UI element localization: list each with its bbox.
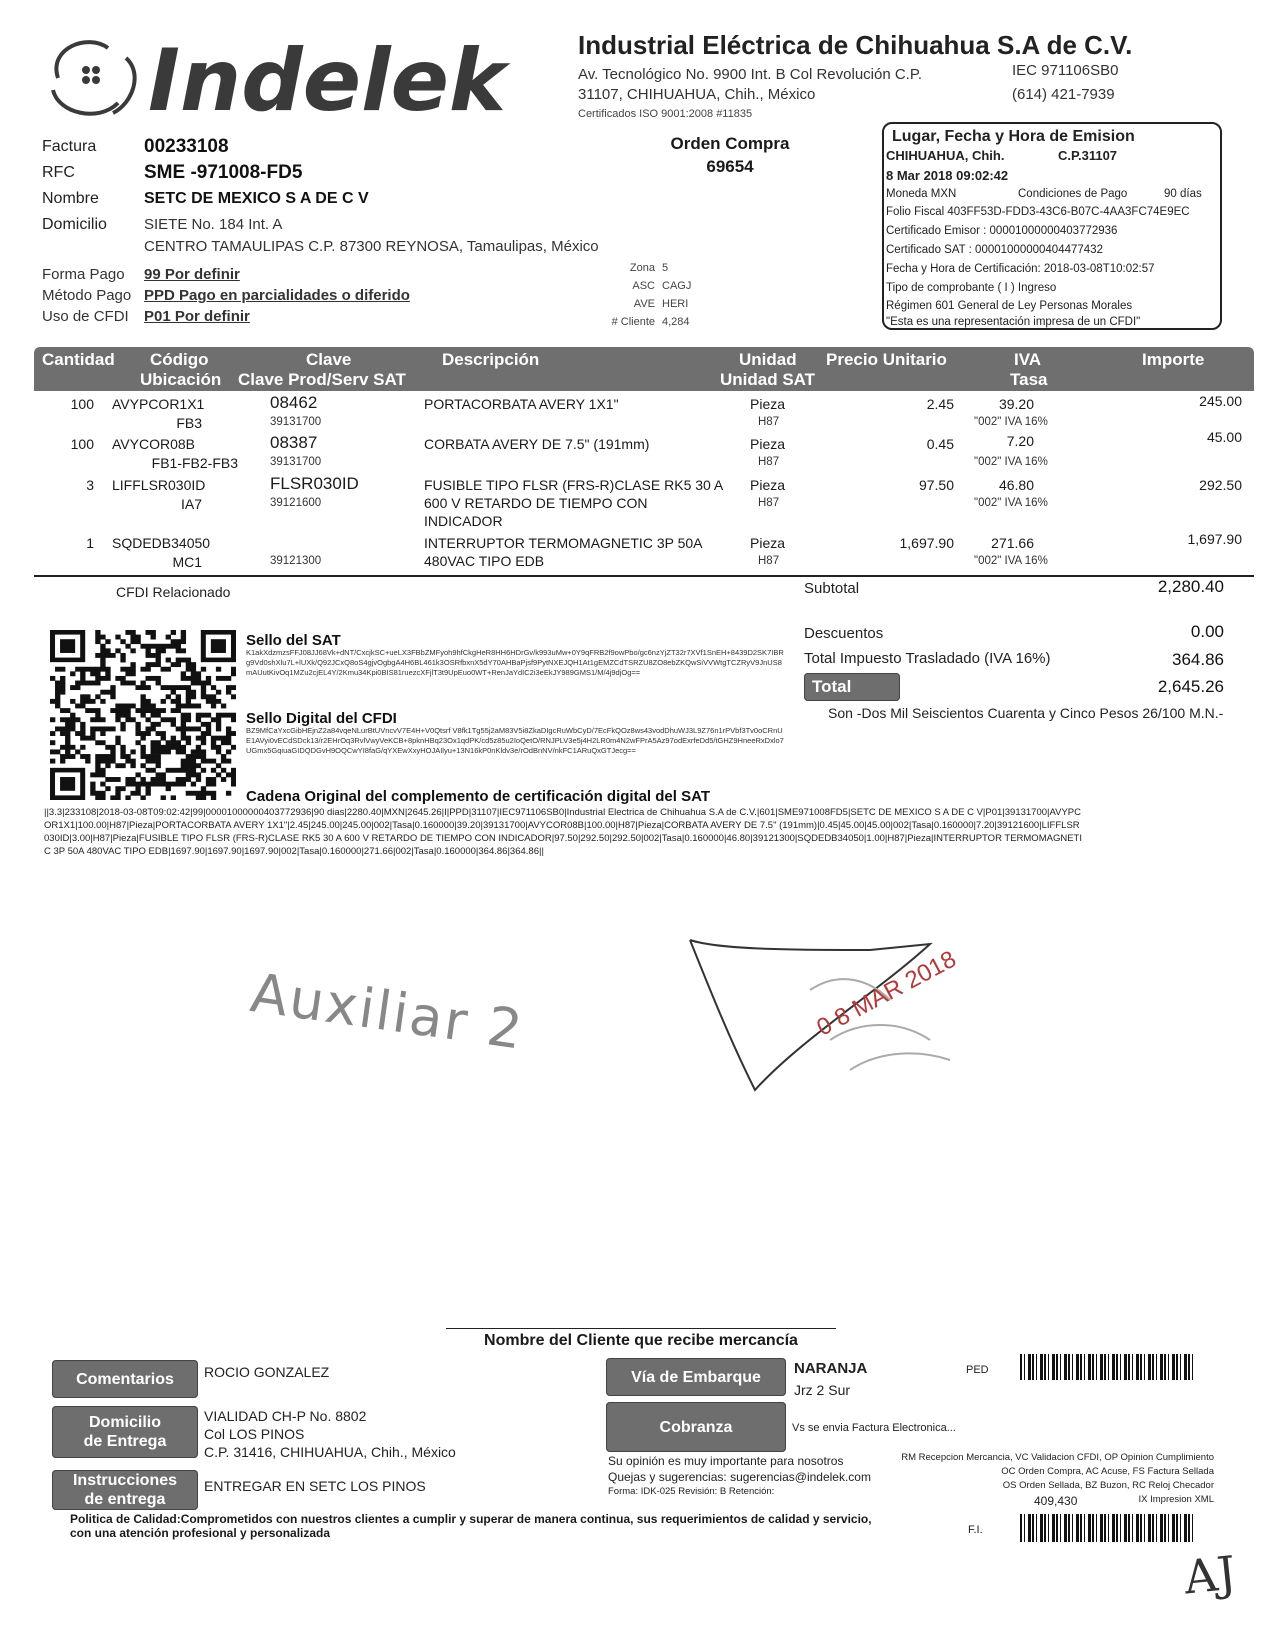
table-row <box>34 393 1254 436</box>
row-clave-sat: 39121300 <box>270 555 322 567</box>
table-row <box>34 474 1254 533</box>
row-clave-sat: 39121600 <box>270 497 322 509</box>
logo-text: Indelek <box>148 31 507 128</box>
orden-compra-number: 69654 <box>706 157 754 176</box>
row-cantidad: 100 <box>70 396 94 412</box>
th-importe: Importe <box>1142 350 1205 369</box>
th-tasa: Tasa <box>1010 370 1048 389</box>
row-tasa: "002" IVA 16% <box>974 555 1048 567</box>
row-precio: 0.45 <box>926 436 954 452</box>
comentarios-value: ROCIO GONZALEZ <box>204 1364 330 1380</box>
total-en-letra: Son -Dos Mil Seiscientos Cuarenta y Cinco Pesos 26/100 M.N.- <box>828 705 1224 721</box>
via-embarque-value: NARANJA <box>794 1360 868 1377</box>
th-unidad: Unidad <box>739 350 797 369</box>
asc-label: ASC <box>632 280 655 292</box>
row-clave: 08387 <box>270 433 318 452</box>
row-iva: 39.20 <box>998 396 1034 412</box>
representacion-impresa: "Esta es una representación impresa de un CFDI" <box>886 316 1141 328</box>
row-descripcion-3: INDICADOR <box>424 513 503 529</box>
row-ubicacion: FB1-FB2-FB3 <box>151 455 238 471</box>
row-unidad-sat: H87 <box>758 497 780 509</box>
rfc-label: RFC <box>42 164 75 181</box>
row-precio: 2.45 <box>926 396 954 412</box>
barcode-bottom <box>1020 1514 1196 1542</box>
forma-revision: Forma: IDK-025 Revisión: B Retención: <box>608 1486 775 1497</box>
row-ubicacion: IA7 <box>180 496 202 512</box>
th-codigo: Código <box>150 350 209 369</box>
cobranza-value: Vs se envia Factura Electronica... <box>792 1422 956 1434</box>
fi-label: F.I. <box>968 1524 983 1536</box>
cliente-value: 4,284 <box>662 316 690 328</box>
domicilio-label: Domicilio <box>42 216 107 233</box>
factura-label: Factura <box>42 138 97 155</box>
row-descripcion: PORTACORBATA AVERY 1X1" <box>424 396 619 412</box>
row-codigo: AVYCOR08B <box>112 436 195 452</box>
row-precio: 1,697.90 <box>899 535 954 551</box>
company-name: Industrial Eléctrica de Chihuahua S.A de C.V. <box>578 30 1133 60</box>
emision-datetime: 8 Mar 2018 09:02:42 <box>886 168 1009 183</box>
th-precio: Precio Unitario <box>826 350 947 369</box>
received-stamp-date: 0 8 MAR 2018 <box>812 945 961 1042</box>
company-phone: (614) 421-7939 <box>1012 86 1115 103</box>
company-address-2: 31107, CHIHUAHUA, Chih., México <box>578 86 816 103</box>
factura-number: 00233108 <box>144 136 229 157</box>
emision-moneda: Moneda MXN <box>886 188 957 200</box>
row-ubicacion: MC1 <box>172 554 202 570</box>
descuentos-value: 0.00 <box>1190 622 1224 641</box>
ped-label: PED <box>966 1364 989 1376</box>
th-clave: Clave <box>306 350 352 369</box>
zona-value: 5 <box>662 262 669 274</box>
asc-value: CAGJ <box>662 280 692 292</box>
th-iva: IVA <box>1014 350 1042 369</box>
row-tasa: "002" IVA 16% <box>974 497 1048 509</box>
cliente-signature-line <box>446 1328 836 1329</box>
th-ubicacion: Ubicación <box>140 370 222 389</box>
descuentos-label: Descuentos <box>804 625 884 642</box>
row-codigo: AVYPCOR1X1 <box>112 396 205 412</box>
sello-sat-title: Sello del SAT <box>246 632 341 649</box>
row-precio: 97.50 <box>918 477 954 493</box>
via-embarque-sub: Jrz 2 Sur <box>794 1382 851 1398</box>
legend-2: OC Orden Compra, AC Acuse, FS Factura Sellada <box>1001 1466 1214 1477</box>
th-descripcion: Descripción <box>442 350 540 369</box>
row-ubicacion: FB3 <box>176 415 202 431</box>
iso-certification: Certificados ISO 9001:2008 #11835 <box>578 108 753 120</box>
row-unidad-sat: H87 <box>758 416 780 428</box>
via-embarque-label: Vía de Embarque <box>606 1358 786 1396</box>
subtotal-label: Subtotal <box>804 580 860 597</box>
uso-cfdi-value: P01 Por definir <box>144 308 250 325</box>
cobranza-label: Cobranza <box>606 1402 786 1452</box>
metodo-pago-label: Método Pago <box>42 287 132 304</box>
company-rfc: IEC 971106SB0 <box>1012 62 1119 79</box>
impuesto-value: 364.86 <box>1172 650 1224 669</box>
items-table-body <box>34 392 1254 572</box>
ave-value: HERI <box>662 298 689 310</box>
emision-dias: 90 días <box>1164 188 1202 200</box>
row-importe: 245.00 <box>1199 393 1242 409</box>
row-unidad: Pieza <box>750 396 786 412</box>
impresion-number: 409,430 <box>1034 1494 1078 1508</box>
table-row <box>34 531 1254 573</box>
forma-pago-value: 99 Por definir <box>144 266 240 283</box>
row-unidad: Pieza <box>750 477 786 493</box>
th-unidad-sat: Unidad SAT <box>720 370 816 389</box>
nombre-label: Nombre <box>42 190 99 207</box>
politica-calidad-2: con una atención profesional y personalizada <box>70 1526 331 1540</box>
row-descripcion-2: 600 V RETARDO DE TIEMPO CON <box>424 495 648 511</box>
opinion-line-1: Su opinión es muy importante para nosotros <box>608 1454 844 1468</box>
row-clave-sat: 39131700 <box>270 416 322 428</box>
cliente-recibe-label: Nombre del Cliente que recibe mercancía <box>484 1332 798 1349</box>
client-address-2: CENTRO TAMAULIPAS C.P. 87300 REYNOSA, Tamaulipas, México <box>144 238 599 255</box>
forma-pago-label: Forma Pago <box>42 266 125 283</box>
regimen: Régimen 601 General de Ley Personas Morales <box>886 300 1133 312</box>
company-address-1: Av. Tecnológico No. 9900 Int. B Col Revolución C.P. <box>578 66 923 83</box>
row-tasa: "002" IVA 16% <box>974 456 1048 468</box>
row-importe: 1,697.90 <box>1187 531 1242 547</box>
domicilio-entrega-label <box>52 1406 198 1458</box>
row-descripcion: FUSIBLE TIPO FLSR (FRS-R)CLASE RK5 30 A <box>424 477 724 493</box>
client-name: SETC DE MEXICO S A DE C V <box>144 190 369 207</box>
tipo-comprobante: Tipo de comprobante ( I ) Ingreso <box>886 282 1057 294</box>
handwritten-initials: AJ <box>1181 1545 1239 1605</box>
comentarios-label: Comentarios <box>52 1360 198 1398</box>
row-cantidad: 3 <box>86 477 94 493</box>
total-value: 2,645.26 <box>1157 677 1224 696</box>
sello-sat-text: K1akXdzmzsFFJ08JJ68Vk+dNT/CxcjkSC+ueLX3FBbZMFyoh9hfCkgHeR8HH6HDrGv/k993uMw+0Y9qFRB2f9owPbo/gc6nzYjZT32r7XVf1SnEH+8439D2SK7IBRg9Vd0shXlu7L+lUXk/Q92JCxQ8oS4gjvOgbgA4H6BL461k3OSRfbxnX5dY70AHBaPjsf9PytNXEJQH1At1gEMZCdTSRZU8ZO8ebZKQwSiVVWtgTCZRyV9JnUS8mAUutKivOq1MZu2cjEL4Y/2Kmu34Kpi0BIS81ruezcXFjlT3t9UpEuo0WT+RenJaYdIC2i3eEkJY989GMS1/M/4j9djOg== <box>246 648 784 677</box>
domicilio-entrega-3: C.P. 31416, CHIHUAHUA, Chih., México <box>204 1444 456 1460</box>
sello-cfdi-title: Sello Digital del CFDI <box>246 710 397 727</box>
orden-compra-label: Orden Compra <box>670 134 790 153</box>
subtotal-value: 2,280.40 <box>1157 577 1224 596</box>
row-descripcion-2: 480VAC TIPO EDB <box>424 553 545 569</box>
row-codigo: SQDEDB34050 <box>112 535 211 551</box>
instrucciones-label-1: Instrucciones <box>72 1472 178 1489</box>
folio-fiscal: Folio Fiscal 403FF53D-FDD3-43C6-B07C-4AA3FC74E9EC <box>886 206 1190 218</box>
table-row <box>34 429 1254 476</box>
domicilio-entrega-2: Col LOS PINOS <box>204 1426 305 1442</box>
fecha-certificacion: Fecha y Hora de Certificación: 2018-03-08T10:02:57 <box>886 263 1155 275</box>
row-importe: 45.00 <box>1206 429 1242 445</box>
row-cantidad: 100 <box>70 436 94 452</box>
client-rfc: SME -971008-FD5 <box>144 162 303 183</box>
sello-cfdi-text: BZ9MfCaYxcGibHEjnZ2a84vqeNLurBtUVncvV7E4H+V0Qtsrf V8fk1Tg55j2aM83V5i8ZkaDIgcRuWbCyD/7EcFkQOz8ws43vodDhuWJ3L9Z76n1rPVbf3Tv0oCRnUE1AVyi0vECdSDck13/r2EHrOq3RvlVwyVeKCB+8pknHBq23Ox1qdPK/cd5z85u2IoQetO/RNJPLV3e5j4H2LR0m4N2wFPrA5Az97odExrfeDd5/tGHZ9HneeRxDxlo7UGmx5GqiuaGIDQDGvH9OQCwYI8faG/qYXEwXxyHOJAIlyu+13N16kP0nKldv3e/rOdBnNV/nkFC1ARuQxGTJecg== <box>246 726 784 755</box>
row-unidad-sat: H87 <box>758 456 780 468</box>
instrucciones-label <box>52 1470 198 1510</box>
row-cantidad: 1 <box>86 535 94 551</box>
row-iva: 271.66 <box>991 535 1034 551</box>
metodo-pago-value: PPD Pago en parcialidades o diferido <box>144 287 410 304</box>
barcode-top <box>1020 1354 1196 1380</box>
cadena-title: Cadena Original del complemento de certificación digital del SAT <box>246 788 710 805</box>
instrucciones-label-2: de entrega <box>84 1491 166 1508</box>
impuesto-label: Total Impuesto Trasladado (IVA 16%) <box>804 650 1051 667</box>
row-descripcion: CORBATA AVERY DE 7.5" (191mm) <box>424 436 650 452</box>
emision-box <box>882 122 1222 330</box>
emision-cp: C.P.31107 <box>1058 148 1118 163</box>
table-header <box>34 347 1254 391</box>
uso-cfdi-label: Uso de CFDI <box>42 308 129 325</box>
domicilio-entrega-label-2: de Entrega <box>83 1433 167 1450</box>
legend-1: RM Recepcion Mercancia, VC Validacion CFDI, OP Opinion Cumplimiento <box>901 1452 1214 1463</box>
instrucciones-value: ENTREGAR EN SETC LOS PINOS <box>204 1478 426 1494</box>
domicilio-entrega-label-1: Domicilio <box>88 1414 161 1431</box>
zona-label: Zona <box>629 262 655 274</box>
row-clave-sat: 39131700 <box>270 456 322 468</box>
th-clave-prod: Clave Prod/Serv SAT <box>238 370 406 389</box>
emision-place: CHIHUAHUA, Chih. <box>886 148 1005 163</box>
row-iva: 46.80 <box>998 477 1034 493</box>
domicilio-entrega-1: VIALIDAD CH-P No. 8802 <box>204 1408 367 1424</box>
certificado-sat: Certificado SAT : 00001000000404477432 <box>886 244 1103 256</box>
cadena-text: ||3.3|233108|2018-03-08T09:02:42|99|00001000000403772936|90 dias|2280.40|MXN|2645.26|I|PPD|31107|IEC971106SB0|Industrial Electrica de Chihuahua S.A de C.V.|601|SME971008FD5|SETC DE MEXICO S A DE C V|P01|39131700|AVYPCOR1X1|100.00|H87|Pieza|PORTACORBATA AVERY 1X1"|2.45|245.00|245.00|002|Tasa|0.160000|39.20|39131700|AVYCOR08B|100.00|H87|Pieza|CORBATA AVERY DE 7.5" (191mm)|0.45|45.00|45.00|002|Tasa|0.160000|7.20|39121600|LIFFLSR030ID|3.00|H87|Pieza|FUSIBLE TIPO FLSR (FRS-R)CLASE RK5 30 A 600 V RETARDO DE TIEMPO CON INDICADOR|97.50|292.50|292.50|002|Tasa|0.160000|46.80|39121300|SQDEDB34050|1.00|H87|Pieza|INTERRUPTOR TERMOMAGNETIC 3P 50A 480VAC TIPO EDB|1697.90|1697.90|1697.90|002|Tasa|0.160000|271.66|002|Tasa|0.160000|364.86|364.86|| <box>44 807 1082 857</box>
row-unidad-sat: H87 <box>758 555 780 567</box>
ave-label: AVE <box>633 298 655 310</box>
cliente-label: # Cliente <box>611 316 655 328</box>
certificado-emisor: Certificado Emisor : 00001000000403772936 <box>886 225 1118 237</box>
row-descripcion: INTERRUPTOR TERMOMAGNETIC 3P 50A <box>424 535 703 551</box>
row-tasa: "002" IVA 16% <box>974 416 1048 428</box>
handwritten-auxiliar: Auxiliar 2 <box>246 961 528 1062</box>
legend-4: IX Impresion XML <box>1138 1494 1214 1505</box>
legend-3: OS Orden Sellada, BZ Buzon, RC Reloj Checador <box>1002 1480 1214 1491</box>
cfdi-relacionado: CFDI Relacionado <box>116 584 231 600</box>
row-importe: 292.50 <box>1199 477 1242 493</box>
opinion-line-2: Quejas y sugerencias: sugerencias@indelek.com <box>608 1470 871 1484</box>
total-label: Total <box>804 673 900 701</box>
emision-title: Lugar, Fecha y Hora de Emision <box>892 128 1135 145</box>
row-iva: 7.20 <box>1006 433 1034 449</box>
politica-calidad-1: Politica de Calidad:Comprometidos con nuestros clientes a cumplir y superar de manera continua, sus requerimientos de calidad y servicio, <box>70 1512 872 1526</box>
row-unidad: Pieza <box>750 436 786 452</box>
row-clave: 08462 <box>270 393 318 412</box>
client-address-1: SIETE No. 184 Int. A <box>144 216 283 233</box>
th-cantidad: Cantidad <box>42 350 115 369</box>
row-unidad: Pieza <box>750 535 786 551</box>
row-codigo: LIFFLSR030ID <box>112 477 206 493</box>
row-clave: FLSR030ID <box>270 474 359 493</box>
company-logo <box>38 28 518 128</box>
qr-code <box>50 630 236 800</box>
emision-condiciones: Condiciones de Pago <box>1018 188 1128 200</box>
